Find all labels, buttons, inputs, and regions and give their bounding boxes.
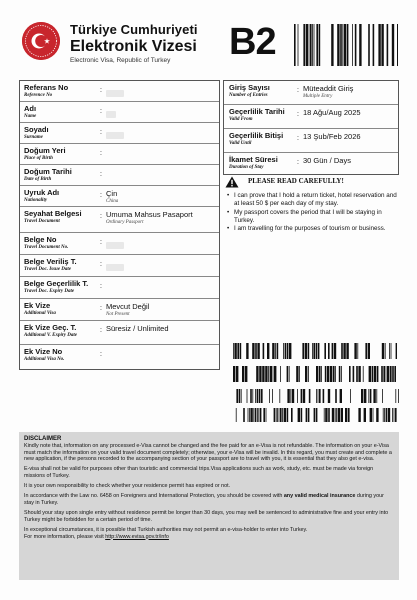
field-value: 30 Gün / Days	[303, 156, 351, 165]
field-colon: :	[100, 213, 102, 220]
field-colon: :	[100, 351, 102, 358]
field-value: 13 Şub/Feb 2026	[303, 132, 361, 141]
field-label: Belge Geçerlilik T. Travel Doc. Expiry Date	[24, 279, 89, 294]
field-label: Geçerlilik Bitişi Valid Until	[229, 131, 284, 146]
document-title: Elektronik Vizesi	[70, 38, 197, 55]
validity-row	[224, 129, 398, 153]
notice-item: • My passport covers the period that I will be staying in Turkey.	[227, 208, 382, 224]
notice-title: PLEASE READ CAREFULLY!	[248, 177, 344, 185]
field-label: Ek Vize No Additional Visa No.	[24, 347, 65, 362]
field-label: Belge Veriliş T. Travel Doc. Issue Date	[24, 257, 77, 272]
disclaimer-paragraph: It is your own responsibility to check whether your residence permit has expired or not.	[24, 483, 231, 490]
field-row	[20, 321, 219, 345]
barcode-1-icon	[233, 343, 397, 359]
redacted-block	[106, 90, 124, 97]
field-colon: :	[100, 239, 102, 246]
field-colon: :	[297, 159, 299, 166]
field-value: Müteaddit Giriş Multiple Entry	[303, 84, 354, 99]
field-value	[106, 126, 218, 144]
field-colon: :	[100, 283, 102, 290]
field-colon: :	[100, 87, 102, 94]
field-value	[106, 105, 218, 123]
disclaimer-paragraph: In exceptional circumstances, it is possible that Turkish authorities may not permit an e-visa-holder to enter into Turkey.	[24, 526, 308, 533]
redacted-block	[106, 132, 124, 139]
field-label: Belge No Travel Document No.	[24, 235, 69, 250]
field-label: Doğum Yeri Place of Birth	[24, 146, 66, 161]
field-row	[20, 102, 219, 123]
disclaimer-paragraph: E-visa shall not be valid for purposes other than touristic and commercial trips.Visa applications such as work, study, etc. must be made via foreign missions of Turkey.	[24, 466, 374, 479]
field-row	[20, 165, 219, 186]
field-label: Doğum Tarihi Date of Birth	[24, 167, 72, 182]
field-colon: :	[297, 111, 299, 118]
field-label: Ek Vize Additional Visa	[24, 301, 56, 316]
visa-validity-table	[223, 80, 399, 175]
barcode-2-icon	[233, 366, 397, 382]
disclaimer-title: DISCLAIMER	[24, 436, 62, 442]
notice-item: • I can prove that I hold a return ticket, hotel reservation and at least 50 $ per each day of my stay.	[227, 192, 397, 208]
disclaimer-section	[19, 432, 399, 580]
field-row	[20, 255, 219, 277]
field-label: Geçerlilik Tarihi Valid From	[229, 107, 285, 122]
notice-list	[226, 192, 398, 233]
field-value	[106, 258, 218, 276]
field-label: Soyadı Surname	[24, 125, 49, 140]
field-colon: :	[100, 108, 102, 115]
field-label: Referans No Reference No	[24, 83, 69, 98]
field-row	[20, 207, 219, 233]
field-row	[20, 345, 219, 369]
field-value: Çin China	[106, 189, 119, 204]
field-colon: :	[100, 261, 102, 268]
disclaimer-paragraph: In accordance with the Law no. 6458 on Foreigners and International Protection, you should be covered with any valid medical insurance during your stay in Turkey.	[24, 493, 384, 506]
field-row	[20, 299, 219, 321]
field-value: 18 Ağu/Aug 2025	[303, 108, 361, 117]
field-colon: :	[100, 171, 102, 178]
field-value: Umuma Mahsus Pasaport Ordinary Passport	[106, 210, 193, 225]
field-colon: :	[100, 129, 102, 136]
disclaimer-paragraph: For more information, please visit http://www.evisa.gov.tr/info	[24, 533, 169, 540]
field-row	[20, 233, 219, 255]
validity-row	[224, 153, 398, 176]
redacted-block	[106, 111, 116, 118]
field-colon: :	[100, 150, 102, 157]
field-colon: :	[100, 192, 102, 199]
disclaimer-paragraph: Should your stay upon single entry without residence permit be longer than 30 days, you may well be sentenced to administrative fine and your entry into Turkey might be forbidden for a certain period of time.	[24, 510, 389, 523]
field-row	[20, 144, 219, 165]
field-value	[106, 84, 218, 102]
field-label: Giriş Sayısı Number of Entries	[229, 83, 270, 98]
field-colon: :	[100, 327, 102, 334]
field-row	[20, 186, 219, 207]
visa-type-code: B2	[229, 21, 276, 63]
notice-item: • I am travelling for the purposes of tourism or business.	[227, 225, 386, 233]
redacted-block	[106, 264, 124, 271]
field-label: Uyruk Adı Nationality	[24, 188, 60, 203]
field-row	[20, 123, 219, 144]
warning-icon	[225, 176, 239, 188]
field-label: İkamet Süresi Duration of Stay	[229, 155, 278, 170]
evisa-info-link[interactable]: http://www.evisa.gov.tr/info	[105, 533, 169, 540]
field-value: Mevcut Değil Not Present	[106, 302, 150, 317]
field-label: Ek Vize Geç. T. Additional V. Expiry Date	[24, 323, 77, 338]
header-barcode-icon	[294, 24, 398, 66]
field-row	[20, 81, 219, 102]
document-subtitle: Electronic Visa, Republic of Turkey	[70, 57, 171, 64]
redacted-block	[106, 242, 124, 249]
validity-row	[224, 105, 398, 129]
field-value: Süresiz / Unlimited	[106, 324, 169, 333]
barcode-4-icon	[233, 408, 397, 422]
country-title: Türkiye Cumhuriyeti	[70, 22, 198, 37]
field-label: Seyahat Belgesi Travel Document	[24, 209, 82, 224]
field-label: Adı Name	[24, 104, 37, 119]
field-colon: :	[297, 87, 299, 94]
field-row	[20, 277, 219, 299]
barcode-3-icon	[229, 389, 399, 403]
field-colon: :	[297, 135, 299, 142]
field-colon: :	[100, 305, 102, 312]
validity-row	[224, 81, 398, 105]
personal-info-table	[19, 80, 220, 370]
field-value	[106, 236, 218, 254]
disclaimer-paragraph: Kindly note that, information on any processed e-Visa cannot be changed and the fee paid for an e-Visa is not refundable. The information on your e-Visa must match the information on your valid travel document completely; otherwise, your e-Visa will be invalid. In this regard, you must create and complete a new application, if the persons recorded to the accompanying section of your passport are to travel with you, it is essential that they also get e-visa.	[24, 443, 392, 463]
crescent-star-seal-icon	[22, 22, 60, 60]
